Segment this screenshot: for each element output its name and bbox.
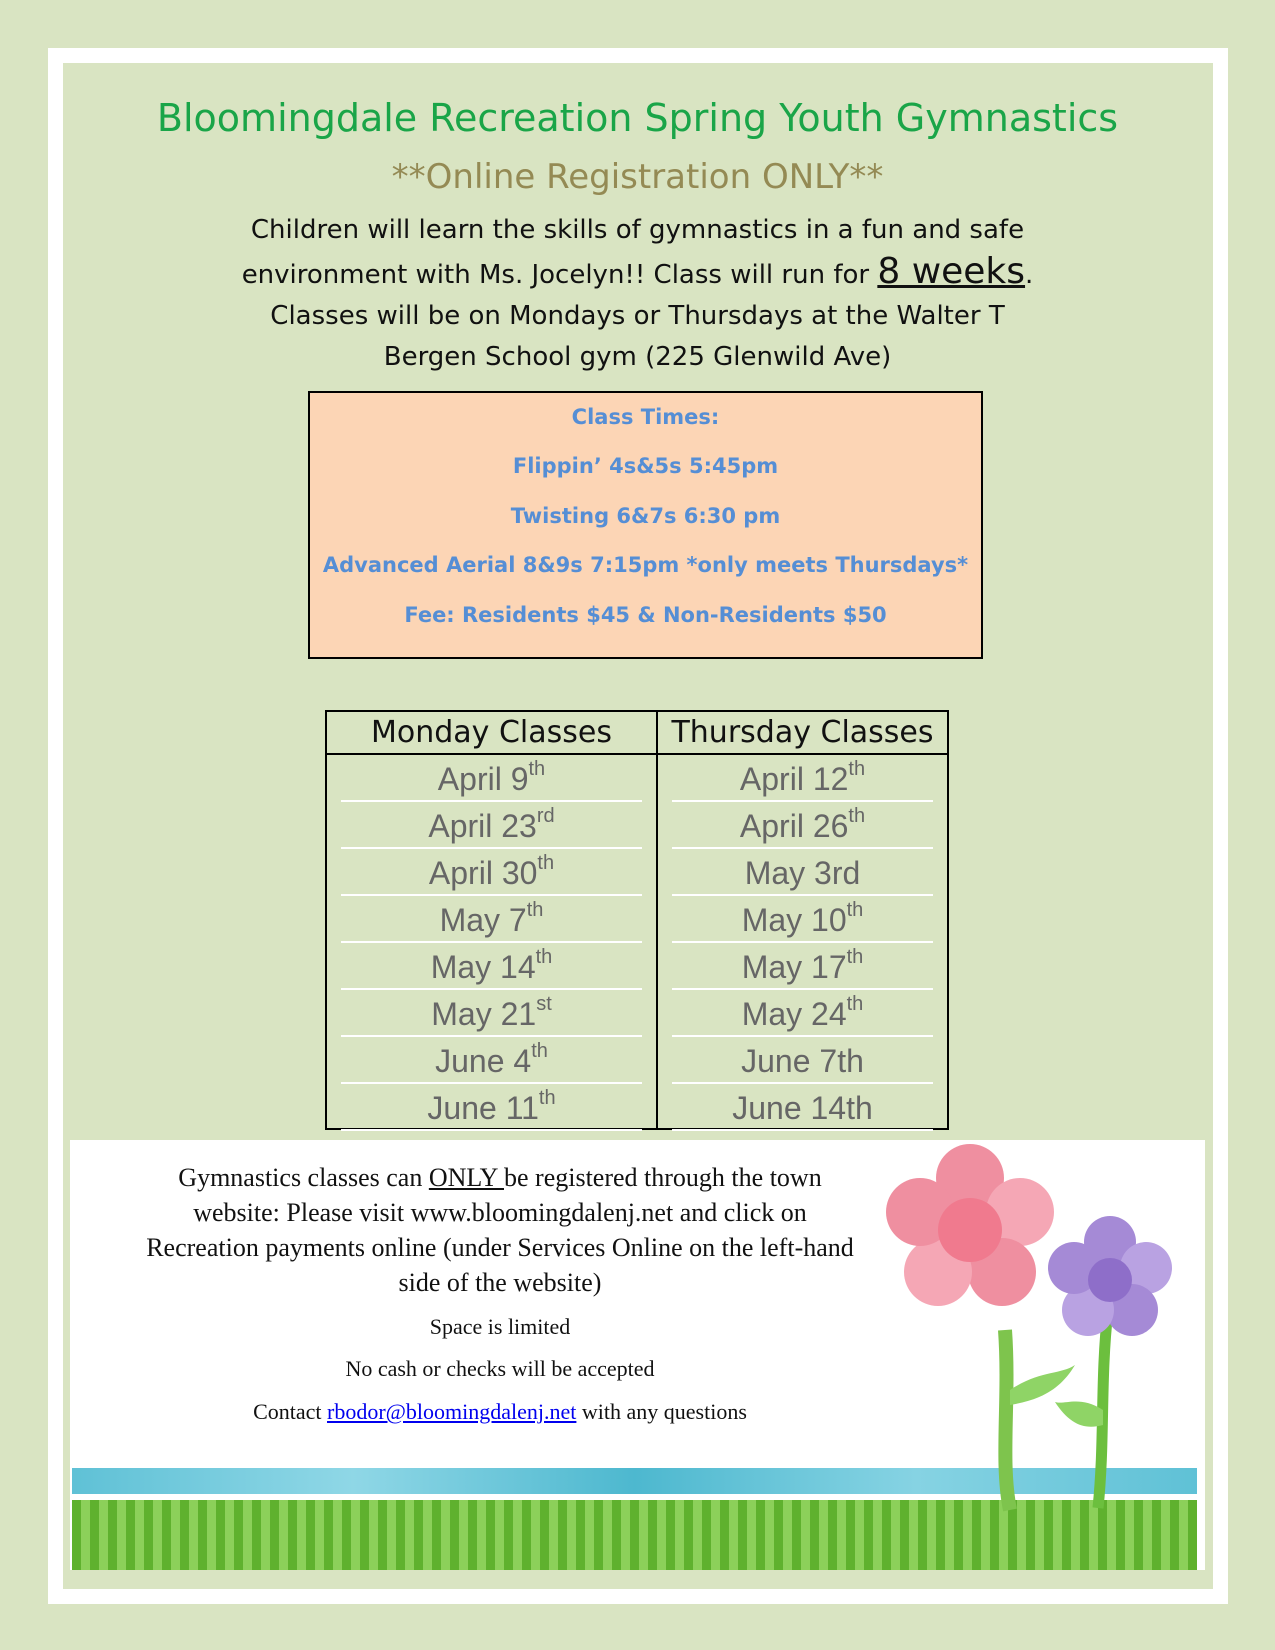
class-time-item: Twisting 6&7s 6:30 pm: [510, 504, 781, 528]
class-times-heading: Class Times:: [571, 405, 720, 429]
monday-date: June 4th: [341, 1037, 642, 1084]
thursday-date: June 7th: [672, 1037, 933, 1084]
thursday-date: May 3rd: [672, 849, 933, 896]
thursday-date: June 14th: [672, 1084, 933, 1131]
fee-info: Fee: Residents $45 & Non-Residents $50: [404, 603, 887, 627]
flyer-subtitle: **Online Registration ONLY**: [391, 157, 884, 197]
only-emphasis: ONLY: [428, 1163, 504, 1192]
flowers-illustration: [860, 1140, 1210, 1520]
thursday-column: [658, 712, 947, 1128]
duration-emphasis: 8 weeks: [877, 251, 1026, 292]
thursday-date: May 10th: [672, 896, 933, 943]
contact-line: Contact rbodor@bloomingdalenj.net with any questions: [253, 1399, 747, 1424]
intro-paragraph: [200, 210, 1075, 378]
monday-date: April 9th: [341, 755, 642, 802]
no-cash-note: No cash or checks will be accepted: [345, 1356, 655, 1381]
space-limited-note: Space is limited: [429, 1314, 571, 1339]
thursday-date: May 17th: [672, 943, 933, 990]
leaf-icon: [1055, 1401, 1103, 1426]
intro-line: Children will learn the skills of gymnastics in a fun and safe: [250, 215, 1025, 245]
leaf-icon: [1010, 1365, 1075, 1405]
contact-email-link[interactable]: rbodor@bloomingdalenj.net: [327, 1399, 577, 1424]
monday-column: [327, 712, 658, 1128]
monday-date: May 14th: [341, 943, 642, 990]
pink-flower-stem: [1005, 1330, 1010, 1510]
pink-flower-icon: [886, 1144, 1054, 1306]
class-time-item: Flippin’ 4s&5s 5:45pm: [512, 454, 779, 478]
class-time-item: Advanced Aerial 8&9s 7:15pm *only meets Thursdays*: [322, 553, 969, 577]
registration-text: Gymnastics classes can ONLY be registered through the town website: Please visit www.bloomingdalenj.net and click on Recreation payments online (under Services Online on the left-hand side of the website): [146, 1163, 854, 1297]
thursday-date: April 12th: [672, 755, 933, 802]
intro-text: .: [1025, 260, 1034, 290]
thursday-date: May 24th: [672, 990, 933, 1037]
flyer-title: Bloomingdale Recreation Spring Youth Gymnastics: [156, 96, 1119, 140]
schedule-table: [325, 710, 949, 1130]
monday-date: May 7th: [341, 896, 642, 943]
monday-date: April 30th: [341, 849, 642, 896]
monday-date: June 11th: [341, 1084, 642, 1131]
intro-line: Classes will be on Mondays or Thursdays at the Walter T: [270, 301, 1005, 331]
thursday-header: Thursday Classes: [658, 712, 947, 755]
class-times-box: [308, 391, 983, 659]
thursday-date: April 26th: [672, 802, 933, 849]
intro-line: Bergen School gym (225 Glenwild Ave): [383, 342, 892, 372]
intro-text: environment with Ms. Jocelyn!! Class will run for: [241, 260, 878, 290]
monday-date: May 21st: [341, 990, 642, 1037]
monday-header: Monday Classes: [327, 712, 656, 755]
intro-line: [200, 251, 1075, 296]
monday-date: April 23rd: [341, 802, 642, 849]
purple-flower-icon: [1048, 1216, 1172, 1336]
